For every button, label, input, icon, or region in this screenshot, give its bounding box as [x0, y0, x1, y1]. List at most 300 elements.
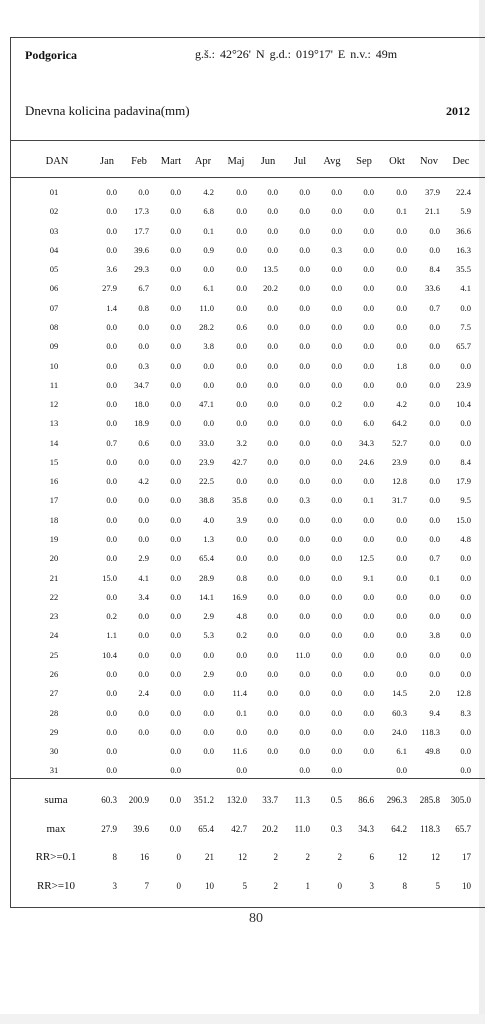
summary-value: 2: [273, 852, 278, 862]
table-row: [11, 743, 485, 761]
value-cell: 0.0: [106, 206, 117, 217]
header-day: DAN: [45, 156, 69, 167]
day-cell: 23: [49, 611, 59, 622]
value-cell: 0.0: [203, 379, 214, 390]
value-cell: 0.0: [429, 495, 440, 506]
value-cell: 0.0: [236, 765, 247, 776]
summary-value: 34.3: [358, 823, 374, 834]
value-cell: 0.0: [267, 360, 278, 371]
value-cell: 8.4: [460, 456, 471, 467]
value-cell: 7.5: [460, 321, 471, 332]
day-cell: 24: [49, 630, 59, 641]
value-cell: 0.1: [396, 206, 407, 217]
table-row: [11, 415, 485, 433]
value-cell: 0.0: [331, 669, 342, 679]
value-cell: 0.0: [170, 244, 181, 255]
day-cell: 06: [49, 283, 59, 294]
value-cell: 4.2: [396, 399, 407, 410]
table-row: [11, 473, 485, 491]
value-cell: 0.0: [138, 341, 149, 352]
summary-value: 0: [176, 880, 181, 891]
divider: [11, 177, 485, 178]
summary-value: 2: [273, 880, 278, 891]
value-cell: 2.0: [429, 688, 440, 699]
summary-value: 12: [431, 852, 440, 862]
header-jan: Jan: [100, 156, 114, 167]
value-cell: 0.3: [331, 244, 342, 255]
value-cell: 0.0: [170, 534, 181, 545]
value-cell: 0.2: [106, 611, 117, 622]
value-cell: 0.0: [363, 206, 374, 217]
value-cell: 1.1: [106, 630, 117, 641]
value-cell: 0.0: [106, 341, 117, 352]
summary-value: 200.9: [128, 795, 149, 805]
summary-value: 296.3: [386, 795, 407, 805]
value-cell: 0.0: [170, 553, 181, 564]
table-row: [11, 608, 485, 626]
summary-value: 60.3: [101, 795, 117, 805]
value-cell: 0.0: [331, 456, 342, 467]
table-row: [11, 685, 485, 703]
value-cell: 2.9: [203, 669, 214, 679]
value-cell: 0.0: [106, 225, 117, 236]
value-cell: 0.0: [138, 611, 149, 622]
summary-value: 17: [462, 852, 471, 862]
value-cell: 0.0: [138, 187, 149, 197]
value-cell: 0.1: [429, 572, 440, 583]
value-cell: 49.8: [425, 746, 440, 757]
summary-value: 8: [112, 852, 117, 862]
value-cell: 0.0: [396, 514, 407, 525]
value-cell: 0.0: [299, 187, 310, 197]
value-cell: 0.0: [138, 630, 149, 641]
value-cell: 0.0: [236, 534, 247, 545]
value-cell: 0.0: [331, 302, 342, 313]
table-row: [11, 203, 485, 221]
divider: [11, 140, 485, 141]
value-cell: 0.0: [267, 399, 278, 410]
value-cell: 0.0: [331, 746, 342, 757]
value-cell: 0.0: [299, 591, 310, 602]
day-cell: 30: [49, 746, 59, 757]
value-cell: 27.9: [102, 283, 117, 294]
value-cell: 0.0: [106, 244, 117, 255]
summary-value: 305.0: [450, 795, 471, 805]
value-cell: 0.0: [396, 572, 407, 583]
value-cell: 0.0: [363, 302, 374, 313]
summary-value: 118.3: [420, 823, 440, 834]
value-cell: 0.0: [331, 264, 342, 275]
value-cell: 16.3: [456, 244, 471, 255]
value-cell: 0.0: [267, 746, 278, 757]
value-cell: 0.0: [429, 225, 440, 236]
value-cell: 5.3: [203, 630, 214, 641]
value-cell: 0.0: [236, 418, 247, 429]
value-cell: 14.1: [199, 591, 214, 602]
value-cell: 0.0: [170, 302, 181, 313]
value-cell: 0.0: [396, 611, 407, 622]
summary-value: 7: [144, 880, 149, 891]
value-cell: 0.0: [363, 611, 374, 622]
table-row: [11, 184, 485, 202]
value-cell: 0.0: [429, 611, 440, 622]
value-cell: 0.0: [429, 456, 440, 467]
value-cell: 23.9: [199, 456, 214, 467]
value-cell: 6.0: [363, 418, 374, 429]
value-cell: 0.0: [236, 669, 247, 679]
value-cell: 0.0: [429, 476, 440, 487]
summary-value: 11.3: [294, 795, 310, 805]
value-cell: 0.0: [396, 264, 407, 275]
value-cell: 23.9: [456, 379, 471, 390]
table-row: [11, 454, 485, 472]
value-cell: 65.7: [456, 341, 471, 352]
value-cell: 0.0: [138, 726, 149, 737]
value-cell: 0.0: [363, 379, 374, 390]
value-cell: 34.3: [359, 437, 374, 448]
value-cell: 11.4: [232, 688, 247, 699]
value-cell: 0.0: [460, 611, 471, 622]
value-cell: 4.0: [203, 514, 214, 525]
summary-value: 5: [435, 880, 440, 891]
value-cell: 15.0: [102, 572, 117, 583]
value-cell: 0.0: [267, 225, 278, 236]
value-cell: 0.0: [363, 225, 374, 236]
value-cell: 0.0: [331, 765, 342, 776]
summary-row: [11, 876, 485, 896]
value-cell: 0.0: [396, 669, 407, 679]
value-cell: 0.7: [429, 553, 440, 564]
value-cell: 0.0: [267, 321, 278, 332]
day-cell: 19: [49, 534, 59, 545]
value-cell: 0.0: [236, 360, 247, 371]
value-cell: 0.0: [138, 649, 149, 660]
value-cell: 0.0: [460, 630, 471, 641]
value-cell: 0.0: [363, 341, 374, 352]
value-cell: 21.1: [425, 206, 440, 217]
value-cell: 0.0: [396, 379, 407, 390]
value-cell: 0.0: [236, 726, 247, 737]
summary-label: RR>=10: [36, 879, 76, 892]
summary-row: [11, 790, 485, 810]
value-cell: 17.3: [134, 206, 149, 217]
value-cell: 0.7: [429, 302, 440, 313]
value-cell: 18.0: [134, 399, 149, 410]
value-cell: 3.8: [429, 630, 440, 641]
value-cell: 118.3: [421, 726, 440, 737]
summary-value: 285.8: [419, 795, 440, 805]
day-cell: 13: [49, 418, 59, 429]
value-cell: 0.0: [267, 611, 278, 622]
header-dec: Dec: [452, 156, 470, 167]
value-cell: 6.1: [396, 746, 407, 757]
value-cell: 0.0: [396, 225, 407, 236]
summary-value: 10: [205, 880, 214, 891]
value-cell: 0.0: [170, 360, 181, 371]
value-cell: 0.0: [363, 746, 374, 757]
summary-label: RR>=0.1: [35, 851, 77, 863]
value-cell: 0.0: [363, 726, 374, 737]
value-cell: 0.0: [106, 360, 117, 371]
value-cell: 0.0: [170, 495, 181, 506]
value-cell: 0.0: [138, 495, 149, 506]
value-cell: 0.0: [267, 456, 278, 467]
value-cell: 0.0: [267, 707, 278, 718]
value-cell: 0.0: [106, 553, 117, 564]
table-row: [11, 512, 485, 530]
value-cell: 11.6: [232, 746, 247, 757]
summary-value: 3: [112, 880, 117, 891]
value-cell: 0.0: [299, 476, 310, 487]
value-cell: 0.0: [267, 726, 278, 737]
day-cell: 18: [49, 514, 59, 525]
value-cell: 0.0: [106, 746, 117, 757]
value-cell: 16.9: [232, 591, 247, 602]
value-cell: 0.0: [236, 476, 247, 487]
summary-value: 39.6: [133, 823, 149, 834]
value-cell: 0.0: [170, 283, 181, 294]
day-cell: 27: [49, 688, 59, 699]
summary-value: 64.2: [391, 823, 407, 834]
value-cell: 0.0: [363, 707, 374, 718]
value-cell: 20.2: [263, 283, 278, 294]
value-cell: 0.9: [203, 244, 214, 255]
value-cell: 0.0: [429, 591, 440, 602]
day-cell: 03: [49, 225, 59, 236]
value-cell: 0.0: [267, 688, 278, 699]
day-cell: 26: [49, 669, 59, 679]
day-cell: 04: [49, 244, 59, 255]
value-cell: 34.7: [134, 379, 149, 390]
value-cell: 0.0: [170, 418, 181, 429]
value-cell: 0.0: [460, 360, 471, 371]
value-cell: 0.0: [363, 649, 374, 660]
value-cell: 0.0: [331, 379, 342, 390]
value-cell: 0.7: [106, 437, 117, 448]
day-cell: 07: [49, 302, 59, 313]
value-cell: 0.0: [429, 669, 440, 679]
summary-value: 8: [402, 880, 407, 891]
value-cell: 0.0: [236, 244, 247, 255]
value-cell: 0.0: [236, 341, 247, 352]
value-cell: 0.0: [170, 321, 181, 332]
value-cell: 0.0: [138, 456, 149, 467]
value-cell: 0.0: [396, 321, 407, 332]
value-cell: 0.0: [267, 649, 278, 660]
value-cell: 0.0: [236, 187, 247, 197]
value-cell: 10.4: [456, 399, 471, 410]
value-cell: 0.0: [138, 669, 149, 679]
summary-value: 12: [238, 852, 247, 862]
value-cell: 0.0: [299, 456, 310, 467]
station-name: Podgorica: [25, 48, 77, 62]
value-cell: 0.0: [363, 688, 374, 699]
value-cell: 12.5: [359, 553, 374, 564]
value-cell: 4.8: [236, 611, 247, 622]
summary-value: 351.2: [193, 795, 214, 805]
value-cell: 1.8: [396, 360, 407, 371]
day-cell: 22: [49, 591, 59, 602]
table-row: [11, 589, 485, 607]
value-cell: 0.0: [363, 534, 374, 545]
value-cell: 0.0: [396, 649, 407, 660]
header-maj: Maj: [227, 156, 245, 167]
value-cell: 0.0: [299, 707, 310, 718]
value-cell: 0.0: [429, 534, 440, 545]
value-cell: 0.0: [460, 746, 471, 757]
value-cell: 24.0: [392, 726, 407, 737]
value-cell: 1.4: [106, 302, 117, 313]
value-cell: 28.2: [199, 321, 214, 332]
value-cell: 0.0: [396, 187, 407, 197]
value-cell: 0.0: [299, 302, 310, 313]
value-cell: 0.0: [236, 553, 247, 564]
value-cell: 0.0: [203, 649, 214, 660]
value-cell: 0.0: [299, 669, 310, 679]
value-cell: 0.0: [267, 341, 278, 352]
value-cell: 11.0: [295, 649, 310, 660]
value-cell: 0.0: [170, 611, 181, 622]
value-cell: 0.0: [299, 765, 310, 776]
summary-value: 16: [140, 852, 149, 862]
value-cell: 22.5: [199, 476, 214, 487]
day-cell: 15: [49, 456, 59, 467]
value-cell: 0.0: [170, 746, 181, 757]
value-cell: 2.4: [138, 688, 149, 699]
value-cell: 0.0: [267, 514, 278, 525]
day-cell: 25: [49, 649, 59, 660]
value-cell: 0.1: [236, 707, 247, 718]
value-cell: 0.0: [429, 360, 440, 371]
summary-value: 12: [398, 852, 407, 862]
value-cell: 0.0: [299, 418, 310, 429]
value-cell: 0.0: [429, 399, 440, 410]
table-row: [11, 531, 485, 549]
value-cell: 0.0: [429, 321, 440, 332]
value-cell: 0.0: [106, 187, 117, 197]
table-row: [11, 261, 485, 279]
value-cell: 0.0: [170, 206, 181, 217]
value-cell: 33.0: [199, 437, 214, 448]
divider: [11, 778, 485, 779]
value-cell: 4.1: [138, 572, 149, 583]
value-cell: 0.0: [331, 495, 342, 506]
table-row: [11, 223, 485, 241]
value-cell: 0.0: [267, 418, 278, 429]
value-cell: 0.0: [363, 244, 374, 255]
value-cell: 0.0: [331, 649, 342, 660]
year-label: 2012: [446, 104, 470, 118]
value-cell: 29.3: [134, 264, 149, 275]
value-cell: 31.7: [392, 495, 407, 506]
value-cell: 0.0: [267, 553, 278, 564]
value-cell: 23.9: [392, 456, 407, 467]
value-cell: 0.0: [267, 302, 278, 313]
value-cell: 0.0: [460, 669, 471, 679]
value-cell: 0.0: [267, 572, 278, 583]
day-cell: 12: [49, 399, 59, 410]
value-cell: 0.0: [236, 399, 247, 410]
value-cell: 0.0: [267, 630, 278, 641]
value-cell: 0.0: [236, 649, 247, 660]
value-cell: 0.0: [299, 746, 310, 757]
value-cell: 0.0: [331, 707, 342, 718]
value-cell: 22.4: [456, 187, 471, 197]
value-cell: 0.0: [236, 206, 247, 217]
value-cell: 0.0: [429, 379, 440, 390]
value-cell: 0.0: [170, 669, 181, 679]
value-cell: 0.0: [331, 611, 342, 622]
summary-label: max: [46, 822, 66, 835]
value-cell: 60.3: [392, 707, 407, 718]
table-subtitle: Dnevna kolicina padavina(mm): [25, 103, 190, 118]
value-cell: 0.0: [299, 283, 310, 294]
value-cell: 0.0: [460, 572, 471, 583]
value-cell: 0.0: [299, 341, 310, 352]
value-cell: 28.9: [199, 572, 214, 583]
value-cell: 0.0: [396, 553, 407, 564]
value-cell: 0.0: [170, 264, 181, 275]
summary-label: suma: [44, 794, 68, 806]
table-row: [11, 300, 485, 318]
day-cell: 01: [49, 187, 59, 197]
value-cell: 0.0: [170, 707, 181, 718]
value-cell: 0.0: [299, 264, 310, 275]
value-cell: 33.6: [425, 283, 440, 294]
value-cell: 0.3: [138, 360, 149, 371]
value-cell: 0.0: [299, 572, 310, 583]
value-cell: 0.0: [363, 264, 374, 275]
day-cell: 21: [49, 572, 59, 583]
value-cell: 0.0: [106, 379, 117, 390]
value-cell: 0.0: [363, 669, 374, 679]
table-row: [11, 435, 485, 453]
value-cell: 0.0: [203, 418, 214, 429]
station-coordinates: g.š.: 42°26' N g.d.: 019°17' E n.v.: 49m: [195, 47, 398, 61]
value-cell: 0.0: [203, 707, 214, 718]
value-cell: 0.0: [396, 591, 407, 602]
value-cell: 0.0: [236, 264, 247, 275]
summary-value: 10: [462, 880, 471, 891]
summary-row: [11, 819, 485, 839]
value-cell: 36.6: [456, 225, 471, 236]
summary-value: 0.0: [169, 823, 181, 834]
value-cell: 0.0: [363, 399, 374, 410]
value-cell: 4.1: [460, 283, 471, 294]
value-cell: 0.0: [460, 437, 471, 448]
day-cell: 20: [49, 553, 59, 564]
day-cell: 17: [49, 495, 59, 506]
header-okt: Okt: [389, 156, 405, 167]
value-cell: 3.9: [236, 514, 247, 525]
value-cell: 0.0: [106, 456, 117, 467]
value-cell: 6.7: [138, 283, 149, 294]
table-row: [11, 666, 485, 684]
value-cell: 0.0: [331, 206, 342, 217]
table-row: [11, 492, 485, 510]
value-cell: 0.0: [396, 302, 407, 313]
summary-value: 5: [242, 880, 247, 891]
value-cell: 0.0: [396, 244, 407, 255]
day-cell: 10: [49, 360, 59, 371]
value-cell: 0.0: [170, 572, 181, 583]
table-row: [11, 647, 485, 665]
value-cell: 1.3: [203, 534, 214, 545]
value-cell: 6.8: [203, 206, 214, 217]
value-cell: 0.2: [236, 630, 247, 641]
value-cell: 0.0: [396, 630, 407, 641]
value-cell: 0.0: [106, 707, 117, 718]
